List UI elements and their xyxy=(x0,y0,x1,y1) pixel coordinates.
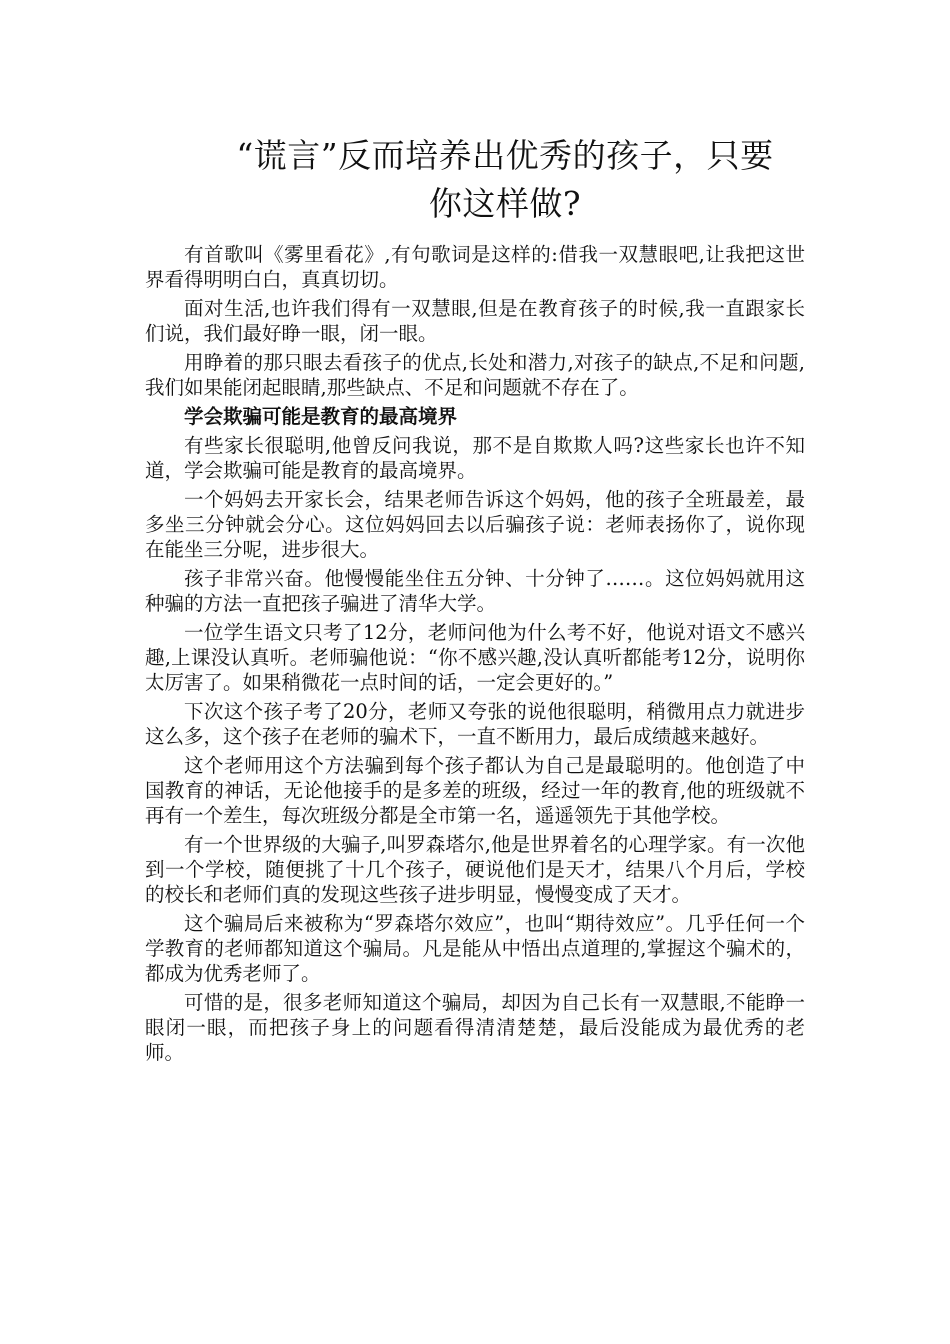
section-paragraph-3: 孩子非常兴奋。他慢慢能坐住五分钟、十分钟了……。这位妈妈就用这种骗的方法一直把孩子骗进了清华大学。 xyxy=(145,567,805,615)
section-paragraph-9: 可惜的是，很多老师知道这个骗局，却因为自己长有一双慧眼,不能睁一眼闭一眼，而把孩子身上的问题看得清清楚楚，最后没能成为最优秀的老师。 xyxy=(145,991,805,1064)
section-paragraph-5: 下次这个孩子考了20分，老师又夸张的说他很聪明，稍微用点力就进步这么多，这个孩子在老师的骗术下，一直不断用力，最后成绩越来越好。 xyxy=(145,700,805,748)
document-page xyxy=(145,132,805,1069)
paragraph-1: 有首歌叫《雾里看花》,有句歌词是这样的:借我一双慧眼吧,让我把这世界看得明明白白，真真切切。 xyxy=(145,243,805,291)
title-line-1: “谎言”反而培养出优秀的孩子，只要 xyxy=(236,136,774,175)
section-paragraph-1: 有些家长很聪明,他曾反问我说，那不是自欺欺人吗?这些家长也许不知道，学会欺骗可能是教育的最高境界。 xyxy=(145,434,805,482)
section-heading: 学会欺骗可能是教育的最高境界 xyxy=(184,405,458,428)
section-paragraph-8: 这个骗局后来被称为“罗森塔尔效应”，也叫“期待效应”。几乎任何一个学教育的老师都知道这个骗局。凡是能从中悟出点道理的,掌握这个骗术的，都成为优秀老师了。 xyxy=(145,912,805,985)
section-paragraph-6: 这个老师用这个方法骗到每个孩子都认为自己是最聪明的。他创造了中国教育的神话，无论他接手的是多差的班级，经过一年的教育,他的班级就不再有一个差生，每次班级分都是全市第一名，遥遥领先于其他学校。 xyxy=(145,754,805,827)
paragraph-3: 用睁着的那只眼去看孩子的优点,长处和潜力,对孩子的缺点,不足和问题,我们如果能闭起眼睛,那些缺点、不足和问题就不存在了。 xyxy=(145,351,805,399)
section-paragraph-7: 有一个世界级的大骗子,叫罗森塔尔,他是世界着名的心理学家。有一次他到一个学校，随便挑了十几个孩子，硬说他们是天才，结果八个月后，学校的校长和老师们真的发现这些孩子进步明显，慢慢变成了天才。 xyxy=(145,833,805,906)
document-title xyxy=(145,132,805,228)
paragraph-2: 面对生活,也许我们得有一双慧眼,但是在教育孩子的时候,我一直跟家长们说，我们最好睁一眼，闭一眼。 xyxy=(145,297,805,345)
section-paragraph-4: 一位学生语文只考了12分，老师问他为什么考不好，他说对语文不感兴趣,上课没认真听。老师骗他说：“你不感兴趣,没认真听都能考12分，说明你太厉害了。如果稍微花一点时间的话，一定会更好的。” xyxy=(145,621,805,694)
section-paragraph-2: 一个妈妈去开家长会，结果老师告诉这个妈妈，他的孩子全班最差，最多坐三分钟就会分心。这位妈妈回去以后骗孩子说：老师表扬你了，说你现在能坐三分呢，进步很大。 xyxy=(145,488,805,561)
title-line-2: 你这样做? xyxy=(428,184,582,223)
